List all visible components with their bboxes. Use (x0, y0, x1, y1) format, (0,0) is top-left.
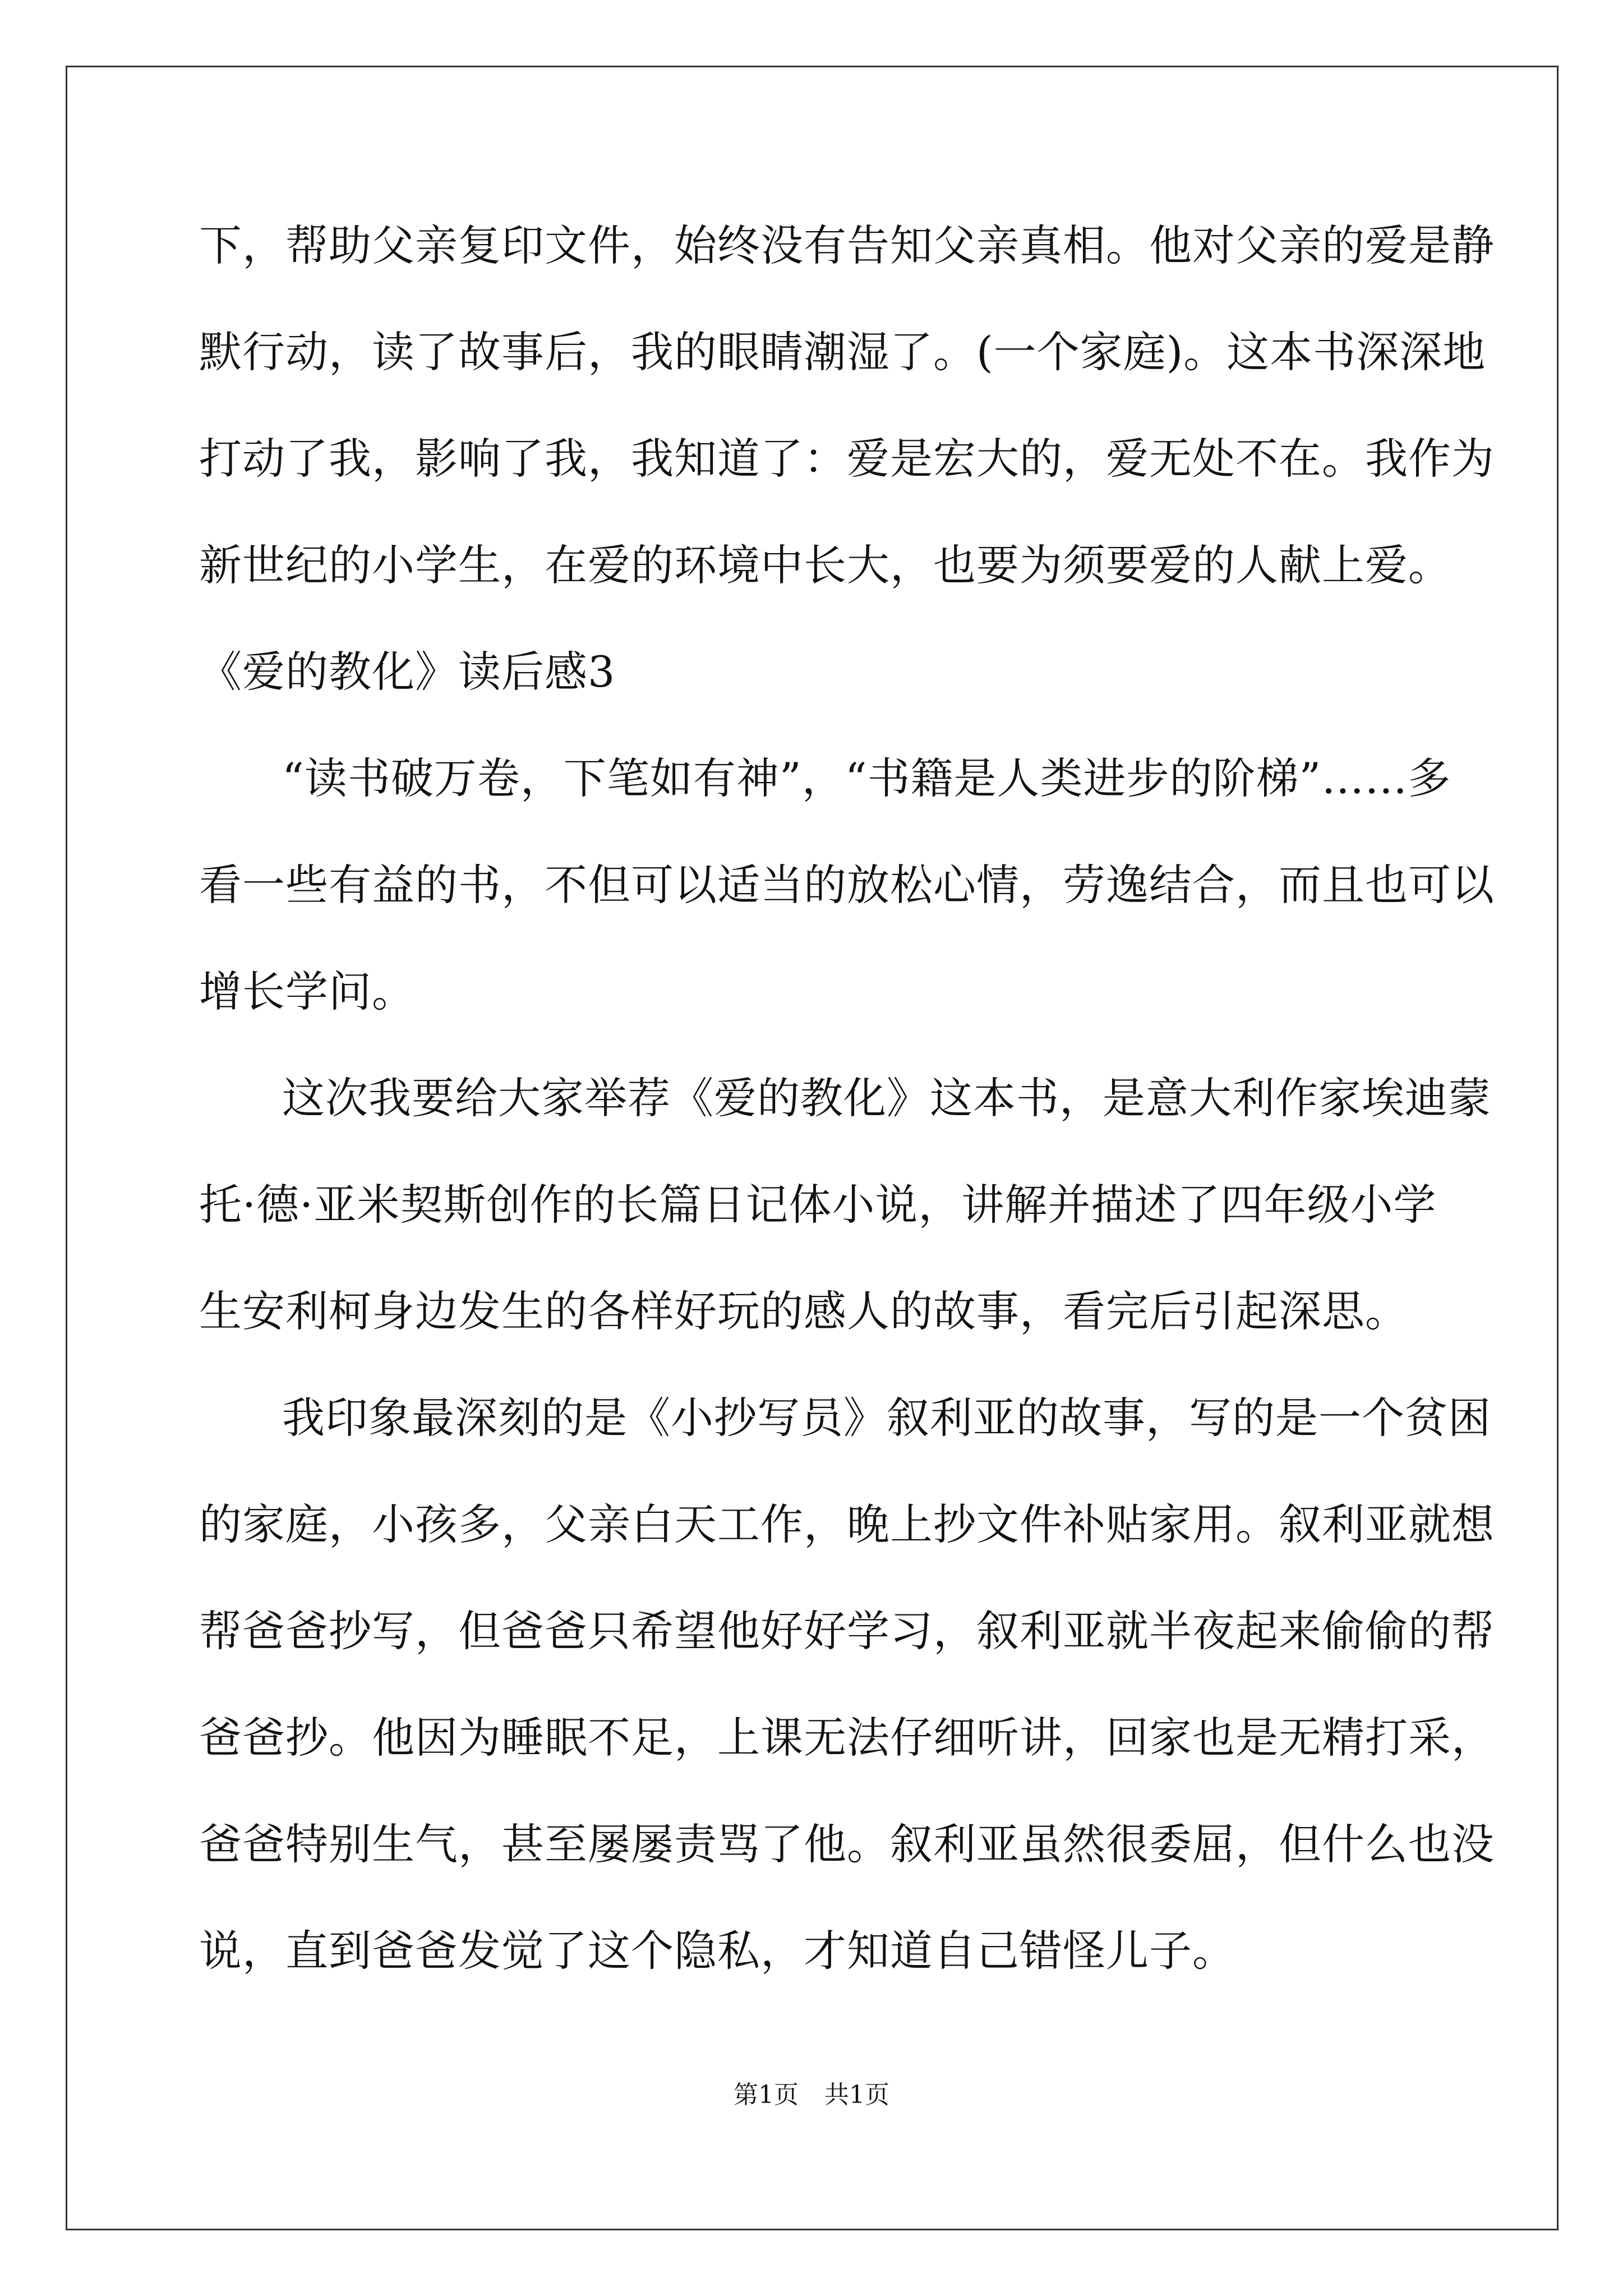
text-line: 生安利柯身边发生的各样好玩的感人的故事，看完后引起深思。 (199, 1286, 1408, 1336)
text-line: 增长学问。 (199, 967, 415, 1016)
page-total: 共1页 (824, 2081, 889, 2109)
page-footer (0, 2078, 1623, 2112)
text-line: 帮爸爸抄写，但爸爸只希望他好好学习，叙利亚就半夜起来偷偷的帮 (199, 1606, 1495, 1656)
text-line: 爸爸抄。他因为睡眠不足，上课无法仔细听讲，回家也是无精打采， (199, 1713, 1495, 1763)
text-line: 说，直到爸爸发觉了这个隐私，才知道自己错怪儿子。 (199, 1926, 1235, 1976)
text-line: 托·德·亚米契斯创作的长篇日记体小说，讲解并描述了四年级小学 (199, 1180, 1437, 1230)
section-heading: 《爱的教化》读后感3 (199, 647, 616, 697)
text-line: 新世纪的小学生，在爱的环境中长大，也要为须要爱的人献上爱。 (199, 540, 1451, 590)
text-line: 打动了我，影响了我，我知道了：爱是宏大的，爱无处不在。我作为 (199, 434, 1495, 484)
text-line: “读书破万卷，下笔如有神”，“书籍是人类进步的阶梯”……多 (282, 753, 1451, 803)
text-line: 这次我要给大家举荐《爱的教化》这本书，是意大利作家埃迪蒙 (282, 1073, 1491, 1123)
page-border (66, 66, 1559, 2230)
text-line: 的家庭，小孩多，父亲白天工作，晚上抄文件补贴家用。叙利亚就想 (199, 1499, 1495, 1549)
text-line: 爸爸特别生气，甚至屡屡责骂了他。叙利亚虽然很委屈，但什么也没 (199, 1819, 1495, 1869)
text-line: 下，帮助父亲复印文件，始终没有告知父亲真相。他对父亲的爱是静 (199, 220, 1495, 270)
page-number: 第1页 (734, 2081, 799, 2109)
text-line: 默行动，读了故事后，我的眼睛潮湿了。(一个家庭)。这本书深深地 (199, 327, 1486, 377)
text-line: 我印象最深刻的是《小抄写员》叙利亚的故事，写的是一个贫困 (282, 1393, 1491, 1443)
text-line: 看一些有益的书，不但可以适当的放松心情，劳逸结合，而且也可以 (199, 860, 1495, 910)
